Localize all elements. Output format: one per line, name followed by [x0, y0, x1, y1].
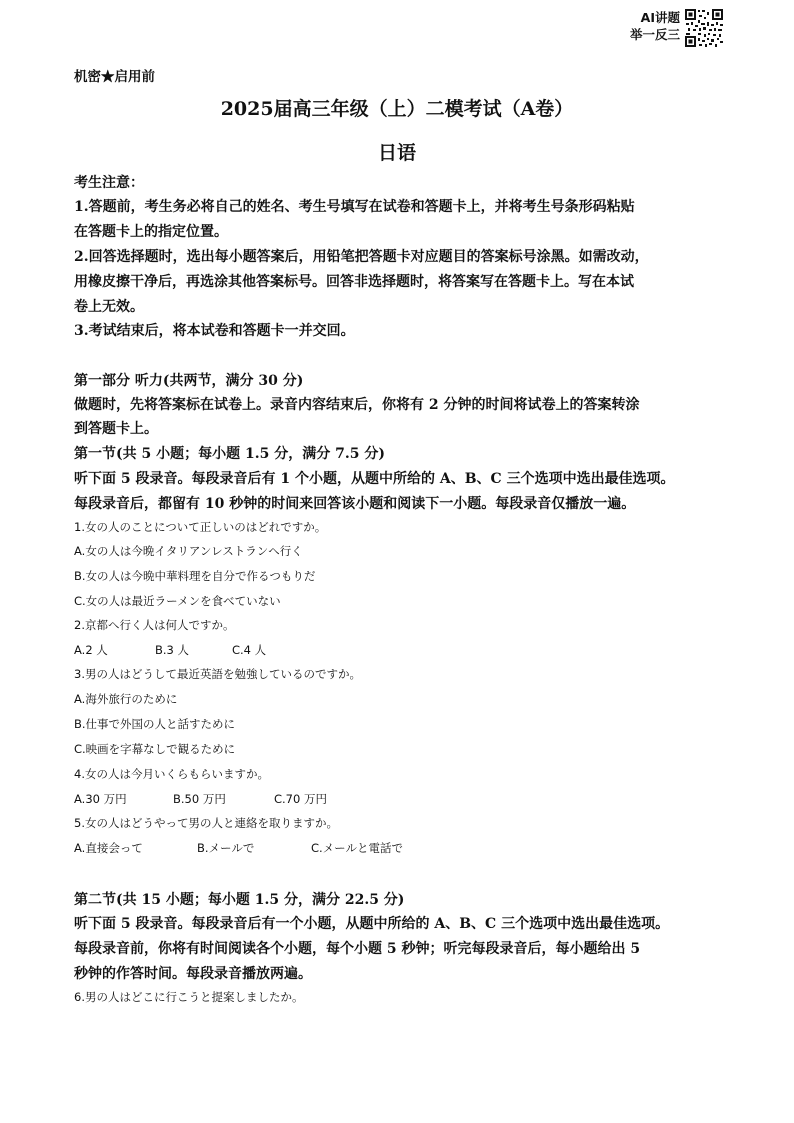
question-2-option-b: B.3 人 [155, 643, 190, 657]
question-3-option-b: B.仕事で外国の人と話すために [74, 717, 236, 731]
part1-intro-line: 到答题卡上。 [74, 421, 158, 437]
question-1-stem: 1.女の人のことについて正しいのはどれですか。 [74, 520, 327, 534]
question-2-option-c: C.4 人 [232, 643, 267, 657]
section2-intro-line: 秒钟的作答时间。每段录音播放两遍。 [74, 966, 312, 982]
part1-intro-line: 做题时，先将答案标在试卷上。录音内容结束后，你将有 2 分钟的时间将试卷上的答案转涂 [74, 397, 640, 413]
qr-code-icon[interactable] [684, 8, 724, 48]
notice-heading: 考生注意： [74, 175, 144, 191]
notice-line: 3.考试结束后，将本试卷和答题卡一并交回。 [74, 323, 355, 339]
question-4-option-a: A.30 万円 [74, 792, 127, 806]
section1-heading: 第一节(共 5 小题；每小题 1.5 分，满分 7.5 分) [74, 446, 385, 462]
question-2-option-a: A.2 人 [74, 643, 108, 657]
question-3-option-a: A.海外旅行のために [74, 692, 178, 706]
badge-text [622, 9, 680, 43]
question-1-option-a: A.女の人は今晩イタリアンレストランへ行く [74, 544, 303, 558]
question-4-stem: 4.女の人は今月いくらもらいますか。 [74, 767, 269, 781]
part1-heading: 第一部分 听力(共两节，满分 30 分) [74, 373, 304, 389]
question-5-option-b: B.メールで [197, 841, 255, 855]
confidential-label: 机密★启用前 [74, 69, 155, 85]
notice-line: 1.答题前，考生务必将自己的姓名、考生号填写在试卷和答题卡上，并将考生号条形码粘贴 [74, 199, 635, 215]
notice-line: 用橡皮擦干净后，再选涂其他答案标号。回答非选择题时，将答案写在答题卡上。写在本试 [74, 274, 634, 290]
question-5-stem: 5.女の人はどうやって男の人と連絡を取りますか。 [74, 816, 338, 830]
section2-intro-line: 每段录音前，你将有时间阅读各个小题，每个小题 5 秒钟；听完每段录音后，每小题给出 5 [74, 941, 641, 957]
question-5-option-a: A.直接会って [74, 841, 143, 855]
section1-intro-line: 听下面 5 段录音。每段录音后有 1 个小题，从题中所给的 A、B、C 三个选项中选出最佳选项。 [74, 471, 675, 487]
question-4-option-c: C.70 万円 [274, 792, 327, 806]
question-2-stem: 2.京都へ行く人は何人ですか。 [74, 618, 235, 632]
question-1-option-b: B.女の人は今晩中華料理を自分で作るつもりだ [74, 569, 316, 583]
question-6-stem: 6.男の人はどこに行こうと提案しましたか。 [74, 990, 304, 1004]
question-5-option-c: C.メールと電話で [311, 841, 403, 855]
notice-line: 2.回答选择题时，选出每小题答案后，用铅笔把答题卡对应题目的答案标号涂黑。如需改动， [74, 249, 649, 265]
notice-line: 在答题卡上的指定位置。 [74, 224, 228, 240]
section2-heading: 第二节(共 15 小题；每小题 1.5 分，满分 22.5 分) [74, 892, 405, 908]
exam-title: 2025届高三年级（上）二模考试（A卷） [220, 98, 574, 120]
subject-title: 日语 [377, 142, 416, 164]
question-3-option-c: C.映画を字幕なしで観るために [74, 742, 236, 756]
section1-intro-line: 每段录音后，都留有 10 秒钟的时间来回答该小题和阅读下一小题。每段录音仅播放一遍。 [74, 496, 636, 512]
question-1-option-c: C.女の人は最近ラーメンを食べていない [74, 594, 281, 608]
question-4-option-b: B.50 万円 [173, 792, 226, 806]
notice-line: 卷上无效。 [74, 299, 144, 315]
ai-explain-badge[interactable] [622, 8, 726, 48]
badge-line-1: AI讲题 [640, 10, 680, 25]
badge-line-2: 举一反三 [629, 27, 680, 42]
section2-intro-line: 听下面 5 段录音。每段录音后有一个小题，从题中所给的 A、B、C 三个选项中选出最佳选项。 [74, 916, 670, 932]
question-3-stem: 3.男の人はどうして最近英語を勉強しているのですか。 [74, 667, 361, 681]
